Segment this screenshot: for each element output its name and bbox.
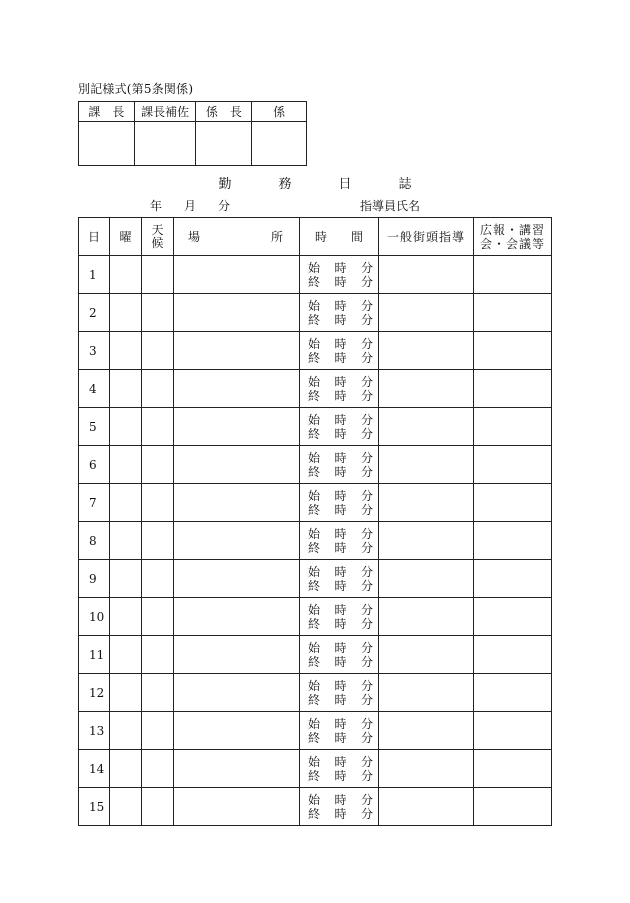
end-time-line: [308, 465, 373, 479]
hour-label: 時: [334, 730, 347, 745]
weather-bottom: 候: [151, 235, 164, 250]
hour-label: 時: [334, 640, 347, 655]
minute-label: 分: [360, 412, 373, 427]
general-guidance-cell[interactable]: [379, 598, 474, 636]
weather-cell[interactable]: [142, 788, 174, 826]
minute-label: 分: [360, 564, 373, 579]
day-number: 11: [79, 636, 110, 674]
place-left: 場: [188, 230, 201, 244]
approval-header: 係 長: [196, 102, 252, 122]
hour-label: 時: [334, 540, 347, 555]
stamp-cell[interactable]: [134, 122, 196, 166]
minute-label: 分: [360, 260, 373, 275]
minute-label: 分: [360, 488, 373, 503]
pr-meetings-cell[interactable]: [474, 788, 552, 826]
weekday-cell[interactable]: [110, 256, 142, 294]
hour-label: 時: [334, 526, 347, 541]
time-cell[interactable]: [300, 446, 379, 484]
pr-meetings-cell[interactable]: [474, 712, 552, 750]
end-label: 終: [308, 692, 321, 707]
weather-cell[interactable]: [142, 484, 174, 522]
start-label: 始: [308, 640, 321, 655]
hour-label: 時: [334, 602, 347, 617]
date-line: [150, 197, 252, 214]
time-cell[interactable]: [300, 522, 379, 560]
log-row: [79, 674, 552, 712]
pr-meetings-cell[interactable]: [474, 446, 552, 484]
end-time-line: [308, 655, 373, 669]
weekday-cell[interactable]: [110, 370, 142, 408]
hour-label: 時: [334, 374, 347, 389]
general-guidance-cell[interactable]: [379, 636, 474, 674]
col-time: 時 間: [300, 218, 379, 256]
start-time-line: [308, 565, 373, 579]
start-time-line: [308, 451, 373, 465]
hour-label: 時: [334, 336, 347, 351]
weekday-cell[interactable]: [110, 674, 142, 712]
place-cell[interactable]: [174, 750, 300, 788]
day-number: 6: [79, 446, 110, 484]
weather-cell[interactable]: [142, 560, 174, 598]
minute-label: 分: [360, 388, 373, 403]
day-number: 10: [79, 598, 110, 636]
end-label: 終: [308, 578, 321, 593]
pr-meetings-cell[interactable]: [474, 408, 552, 446]
weather-cell[interactable]: [142, 674, 174, 712]
minute-label: 分: [360, 426, 373, 441]
hour-label: 時: [334, 464, 347, 479]
day-number: 4: [79, 370, 110, 408]
minute-label: 分: [360, 716, 373, 731]
minute-label: 分: [360, 350, 373, 365]
start-label: 始: [308, 450, 321, 465]
general-guidance-cell[interactable]: [379, 712, 474, 750]
end-time-line: [308, 313, 373, 327]
minute-label: 分: [360, 692, 373, 707]
end-time-line: [308, 275, 373, 289]
end-time-line: [308, 807, 373, 821]
place-cell[interactable]: [174, 408, 300, 446]
end-label: 終: [308, 768, 321, 783]
end-time-line: [308, 541, 373, 555]
stamp-cell[interactable]: [196, 122, 252, 166]
hour-label: 時: [334, 350, 347, 365]
pr-meetings-cell[interactable]: [474, 522, 552, 560]
approval-header: 係: [252, 102, 307, 122]
start-time-line: [308, 337, 373, 351]
minute-label: 分: [360, 602, 373, 617]
pr-meetings-cell[interactable]: [474, 332, 552, 370]
log-row: [79, 370, 552, 408]
day-number: 15: [79, 788, 110, 826]
log-row: [79, 636, 552, 674]
year-label: 年: [150, 199, 163, 213]
start-label: 始: [308, 564, 321, 579]
weather-cell[interactable]: [142, 522, 174, 560]
start-label: 始: [308, 754, 321, 769]
hour-label: 時: [334, 654, 347, 669]
log-row: [79, 294, 552, 332]
weekday-cell[interactable]: [110, 484, 142, 522]
general-guidance-cell[interactable]: [379, 332, 474, 370]
weekday-cell[interactable]: [110, 598, 142, 636]
title-char: 務: [278, 177, 292, 192]
weather-cell[interactable]: [142, 750, 174, 788]
minute-label: 分: [360, 678, 373, 693]
pr-meetings-cell[interactable]: [474, 370, 552, 408]
place-cell[interactable]: [174, 674, 300, 712]
hour-label: 時: [334, 754, 347, 769]
time-cell[interactable]: [300, 484, 379, 522]
pr-meetings-cell[interactable]: [474, 636, 552, 674]
log-header-row: [79, 218, 552, 256]
general-guidance-cell[interactable]: [379, 446, 474, 484]
end-time-line: [308, 693, 373, 707]
general-guidance-cell[interactable]: [379, 256, 474, 294]
log-row: [79, 332, 552, 370]
end-label: 終: [308, 312, 321, 327]
hour-label: 時: [334, 260, 347, 275]
hour-label: 時: [334, 716, 347, 731]
weekday-cell[interactable]: [110, 560, 142, 598]
approval-header: 課長補佐: [134, 102, 196, 122]
start-label: 始: [308, 602, 321, 617]
day-number: 2: [79, 294, 110, 332]
weather-cell[interactable]: [142, 636, 174, 674]
place-right: 所: [270, 230, 283, 244]
col-day: 日: [79, 218, 110, 256]
day-number: 14: [79, 750, 110, 788]
title-char: 勤: [218, 177, 232, 192]
general-guidance-cell[interactable]: [379, 522, 474, 560]
minute-label: 分: [360, 274, 373, 289]
weekday-cell[interactable]: [110, 408, 142, 446]
hour-label: 時: [334, 502, 347, 517]
end-label: 終: [308, 540, 321, 555]
start-label: 始: [308, 678, 321, 693]
log-row: [79, 788, 552, 826]
hour-label: 時: [334, 426, 347, 441]
time-cell[interactable]: [300, 788, 379, 826]
stamp-cell[interactable]: [252, 122, 307, 166]
time-cell[interactable]: [300, 332, 379, 370]
weather-cell[interactable]: [142, 598, 174, 636]
time-cell[interactable]: [300, 370, 379, 408]
time-cell[interactable]: [300, 750, 379, 788]
pr-meetings-cell[interactable]: [474, 294, 552, 332]
start-label: 始: [308, 716, 321, 731]
hour-label: 時: [334, 616, 347, 631]
place-cell[interactable]: [174, 332, 300, 370]
day-number: 13: [79, 712, 110, 750]
hour-label: 時: [334, 792, 347, 807]
hour-label: 時: [334, 768, 347, 783]
minute-label: 分: [360, 578, 373, 593]
place-cell[interactable]: [174, 294, 300, 332]
title-char: 誌: [398, 177, 412, 192]
minute-label: 分: [360, 806, 373, 821]
minute-label: 分: [360, 540, 373, 555]
approval-stamp-row: [79, 122, 307, 166]
end-time-line: [308, 731, 373, 745]
place-cell[interactable]: [174, 446, 300, 484]
instructor-name-label: 指導員氏名: [360, 199, 421, 213]
col-weekday: 曜: [110, 218, 142, 256]
form-title: [0, 173, 630, 192]
weekday-cell[interactable]: [110, 522, 142, 560]
time-cell[interactable]: [300, 256, 379, 294]
hour-label: 時: [334, 578, 347, 593]
minute-label: 分: [360, 336, 373, 351]
hour-label: 時: [334, 388, 347, 403]
weather-cell[interactable]: [142, 370, 174, 408]
end-time-line: [308, 351, 373, 365]
day-number: 1: [79, 256, 110, 294]
place-cell[interactable]: [174, 522, 300, 560]
title-char: 日: [338, 177, 352, 192]
pr-meetings-cell[interactable]: [474, 484, 552, 522]
end-label: 終: [308, 730, 321, 745]
minute-label: 分: [360, 526, 373, 541]
start-label: 始: [308, 260, 321, 275]
minute-label: 分: [360, 754, 373, 769]
minute-label: 分: [360, 640, 373, 655]
day-number: 8: [79, 522, 110, 560]
start-time-line: [308, 413, 373, 427]
weather-cell[interactable]: [142, 332, 174, 370]
hour-label: 時: [334, 678, 347, 693]
start-label: 始: [308, 526, 321, 541]
start-label: 始: [308, 374, 321, 389]
log-row: [79, 560, 552, 598]
month-label: 月: [184, 199, 197, 213]
weather-cell[interactable]: [142, 408, 174, 446]
place-cell[interactable]: [174, 560, 300, 598]
end-time-line: [308, 427, 373, 441]
col-general-guidance: 一般街頭指導: [379, 218, 474, 256]
end-time-line: [308, 579, 373, 593]
approval-header-row: [79, 102, 307, 122]
approval-header: 課 長: [79, 102, 135, 122]
end-label: 終: [308, 806, 321, 821]
time-cell[interactable]: [300, 408, 379, 446]
end-label: 終: [308, 502, 321, 517]
start-time-line: [308, 603, 373, 617]
weekday-cell[interactable]: [110, 332, 142, 370]
end-label: 終: [308, 350, 321, 365]
general-guidance-cell[interactable]: [379, 484, 474, 522]
pr-top: 広報・講習: [479, 222, 545, 237]
weekday-cell[interactable]: [110, 446, 142, 484]
general-guidance-cell[interactable]: [379, 560, 474, 598]
log-row: [79, 598, 552, 636]
hour-label: 時: [334, 806, 347, 821]
minute-label: 分: [360, 616, 373, 631]
hour-label: 時: [334, 692, 347, 707]
minute-label: 分: [360, 464, 373, 479]
hour-label: 時: [334, 450, 347, 465]
end-time-line: [308, 389, 373, 403]
general-guidance-cell[interactable]: [379, 408, 474, 446]
place-cell[interactable]: [174, 598, 300, 636]
place-cell[interactable]: [174, 788, 300, 826]
day-number: 5: [79, 408, 110, 446]
pr-meetings-cell[interactable]: [474, 674, 552, 712]
col-place: [174, 218, 300, 256]
day-number: 3: [79, 332, 110, 370]
approval-stamp-box: [78, 101, 307, 166]
general-guidance-cell[interactable]: [379, 788, 474, 826]
end-label: 終: [308, 426, 321, 441]
hour-label: 時: [334, 488, 347, 503]
minute-label: 分: [360, 654, 373, 669]
weekday-cell[interactable]: [110, 788, 142, 826]
start-label: 始: [308, 412, 321, 427]
log-row: [79, 446, 552, 484]
log-row: [79, 484, 552, 522]
start-time-line: [308, 527, 373, 541]
weather-top: 天: [151, 222, 164, 237]
hour-label: 時: [334, 274, 347, 289]
day-number: 7: [79, 484, 110, 522]
end-label: 終: [308, 616, 321, 631]
day-number: 9: [79, 560, 110, 598]
start-label: 始: [308, 488, 321, 503]
end-label: 終: [308, 654, 321, 669]
pr-meetings-cell[interactable]: [474, 560, 552, 598]
weather-cell[interactable]: [142, 446, 174, 484]
weather-cell[interactable]: [142, 294, 174, 332]
general-guidance-cell[interactable]: [379, 370, 474, 408]
minute-label: 分: [360, 312, 373, 327]
weekday-cell[interactable]: [110, 294, 142, 332]
weekday-cell[interactable]: [110, 636, 142, 674]
hour-label: 時: [334, 312, 347, 327]
time-cell[interactable]: [300, 598, 379, 636]
end-time-line: [308, 503, 373, 517]
general-guidance-cell[interactable]: [379, 674, 474, 712]
start-time-line: [308, 489, 373, 503]
log-row: [79, 712, 552, 750]
pr-meetings-cell[interactable]: [474, 598, 552, 636]
end-label: 終: [308, 274, 321, 289]
start-time-line: [308, 793, 373, 807]
start-label: 始: [308, 792, 321, 807]
start-time-line: [308, 641, 373, 655]
weather-cell[interactable]: [142, 712, 174, 750]
end-label: 終: [308, 388, 321, 403]
col-weather: [142, 218, 174, 256]
place-cell[interactable]: [174, 484, 300, 522]
minute-label: 分: [360, 450, 373, 465]
end-time-line: [308, 617, 373, 631]
start-time-line: [308, 299, 373, 313]
place-cell[interactable]: [174, 256, 300, 294]
minute-label: 分: [360, 502, 373, 517]
stamp-cell[interactable]: [79, 122, 135, 166]
general-guidance-cell[interactable]: [379, 294, 474, 332]
start-time-line: [308, 679, 373, 693]
start-time-line: [308, 261, 373, 275]
place-cell[interactable]: [174, 712, 300, 750]
time-cell[interactable]: [300, 636, 379, 674]
log-row: [79, 522, 552, 560]
time-cell[interactable]: [300, 560, 379, 598]
duty-log-table: [78, 217, 552, 826]
log-row: [79, 256, 552, 294]
minute-label: 分: [360, 792, 373, 807]
start-time-line: [308, 717, 373, 731]
minute-label: 分: [360, 298, 373, 313]
hour-label: 時: [334, 298, 347, 313]
form-caption: 別記様式(第5条関係): [78, 82, 194, 96]
place-cell[interactable]: [174, 636, 300, 674]
end-time-line: [308, 769, 373, 783]
day-number: 12: [79, 674, 110, 712]
general-guidance-cell[interactable]: [379, 750, 474, 788]
weekday-cell[interactable]: [110, 750, 142, 788]
start-label: 始: [308, 336, 321, 351]
time-cell[interactable]: [300, 712, 379, 750]
weekday-cell[interactable]: [110, 712, 142, 750]
minute-label: 分: [360, 768, 373, 783]
time-cell[interactable]: [300, 674, 379, 712]
pr-meetings-cell[interactable]: [474, 750, 552, 788]
place-cell[interactable]: [174, 370, 300, 408]
weather-cell[interactable]: [142, 256, 174, 294]
period-label: 分: [218, 199, 231, 213]
minute-label: 分: [360, 730, 373, 745]
end-label: 終: [308, 464, 321, 479]
hour-label: 時: [334, 412, 347, 427]
pr-bottom: 会・会議等: [479, 236, 545, 251]
start-time-line: [308, 755, 373, 769]
log-row: [79, 750, 552, 788]
log-row: [79, 408, 552, 446]
time-cell[interactable]: [300, 294, 379, 332]
pr-meetings-cell[interactable]: [474, 256, 552, 294]
minute-label: 分: [360, 374, 373, 389]
start-time-line: [308, 375, 373, 389]
col-pr-meetings: [474, 218, 552, 256]
start-label: 始: [308, 298, 321, 313]
hour-label: 時: [334, 564, 347, 579]
